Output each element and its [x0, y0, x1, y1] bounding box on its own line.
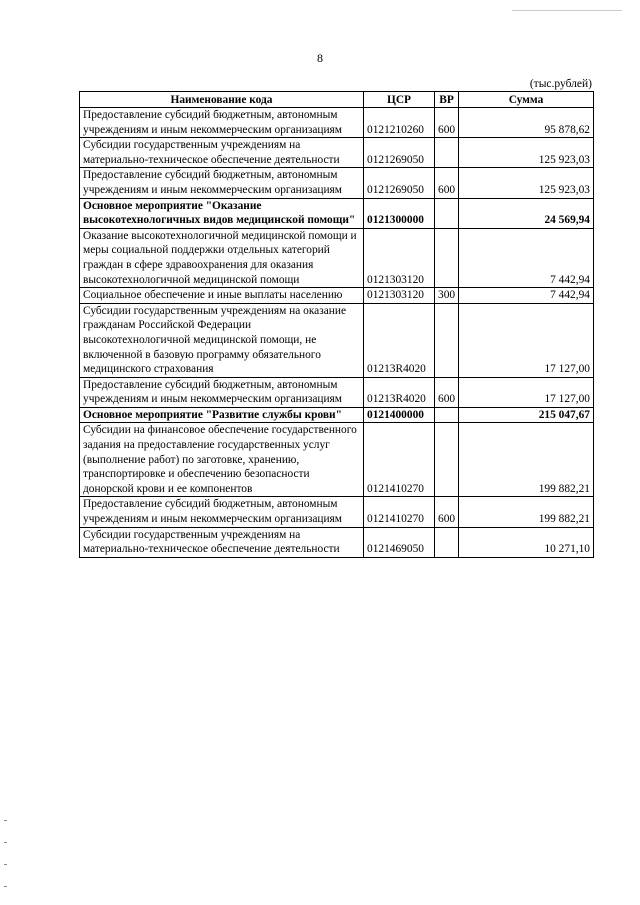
table-row	[80, 168, 594, 198]
header-sum: Сумма	[459, 92, 594, 108]
table-row	[80, 423, 594, 497]
cell-sum: 17 127,00	[459, 303, 594, 377]
cell-name: Предоставление субсидий бюджетным, автономным учреждениям и иным некоммерческим организациям	[80, 497, 364, 527]
top-rule	[512, 10, 622, 11]
cell-csr: 0121300000	[364, 198, 435, 228]
budget-table	[79, 91, 594, 558]
cell-sum: 10 271,10	[459, 527, 594, 557]
cell-sum: 199 882,21	[459, 423, 594, 497]
cell-csr: 0121269050	[364, 168, 435, 198]
cell-vr: 600	[435, 168, 459, 198]
table-row	[80, 407, 594, 423]
table-row	[80, 228, 594, 287]
cell-name: Основное мероприятие "Оказание высокотехнологичных видов медицинской помощи"	[80, 198, 364, 228]
cell-name: Основное мероприятие "Развитие службы крови"	[80, 407, 364, 423]
cell-sum: 24 569,94	[459, 198, 594, 228]
cell-csr: 01213R4020	[364, 377, 435, 407]
table-row	[80, 108, 594, 138]
cell-vr	[435, 303, 459, 377]
cell-vr	[435, 228, 459, 287]
header-vr: ВР	[435, 92, 459, 108]
cell-csr: 0121210260	[364, 108, 435, 138]
cell-csr: 01213R4020	[364, 303, 435, 377]
cell-vr: 600	[435, 497, 459, 527]
table-row	[80, 527, 594, 557]
cell-name: Субсидии государственным учреждениям на материально-техническое обеспечение деятельности	[80, 527, 364, 557]
header-csr: ЦСР	[364, 92, 435, 108]
cell-csr: 0121469050	[364, 527, 435, 557]
cell-name: Социальное обеспечение и иные выплаты населению	[80, 288, 364, 304]
cell-csr: 0121303120	[364, 228, 435, 287]
cell-sum: 17 127,00	[459, 377, 594, 407]
cell-name: Предоставление субсидий бюджетным, автономным учреждениям и иным некоммерческим организациям	[80, 168, 364, 198]
table-row	[80, 198, 594, 228]
cell-csr: 0121400000	[364, 407, 435, 423]
cell-sum: 215 047,67	[459, 407, 594, 423]
cell-sum: 7 442,94	[459, 228, 594, 287]
cell-vr	[435, 423, 459, 497]
table-row	[80, 138, 594, 168]
table-row	[80, 288, 594, 304]
cell-name: Оказание высокотехнологичной медицинской помощи и меры социальной поддержки отдельных категорий граждан в сфере здравоохранения для оказания высокотехнологичной медицинской помощи	[80, 228, 364, 287]
cell-name: Предоставление субсидий бюджетным, автономным учреждениям и иным некоммерческим организациям	[80, 377, 364, 407]
cell-csr: 0121269050	[364, 138, 435, 168]
cell-csr: 0121303120	[364, 288, 435, 304]
cell-name: Предоставление субсидий бюджетным, автономным учреждениям и иным некоммерческим организациям	[80, 108, 364, 138]
cell-name: Субсидии на финансовое обеспечение государственного задания на предоставление государственных услуг (выполнение работ) по заготовке, хранению, транспортировке и обеспечению безопасности донорской крови и ее компонентов	[80, 423, 364, 497]
table-body	[80, 108, 594, 558]
table-header-row	[80, 92, 594, 108]
cell-vr: 600	[435, 377, 459, 407]
cell-name: Субсидии государственным учреждениям на оказание гражданам Российской Федерации высокотехнологичной медицинской помощи, не включенной в базовую программу обязательного медицинского страхования	[80, 303, 364, 377]
margin-marks	[4, 820, 8, 900]
cell-vr	[435, 527, 459, 557]
cell-sum: 125 923,03	[459, 168, 594, 198]
table-row	[80, 377, 594, 407]
cell-name: Субсидии государственным учреждениям на материально-техническое обеспечение деятельности	[80, 138, 364, 168]
table-row	[80, 303, 594, 377]
table-row	[80, 497, 594, 527]
cell-vr	[435, 198, 459, 228]
page-number: 8	[317, 51, 323, 65]
cell-csr: 0121410270	[364, 423, 435, 497]
cell-sum: 95 878,62	[459, 108, 594, 138]
cell-sum: 199 882,21	[459, 497, 594, 527]
cell-sum: 125 923,03	[459, 138, 594, 168]
units-label: (тыс.рублей)	[529, 78, 592, 90]
cell-vr: 600	[435, 108, 459, 138]
cell-vr	[435, 407, 459, 423]
cell-vr	[435, 138, 459, 168]
cell-vr: 300	[435, 288, 459, 304]
cell-csr: 0121410270	[364, 497, 435, 527]
cell-sum: 7 442,94	[459, 288, 594, 304]
header-name: Наименование кода	[80, 92, 364, 108]
